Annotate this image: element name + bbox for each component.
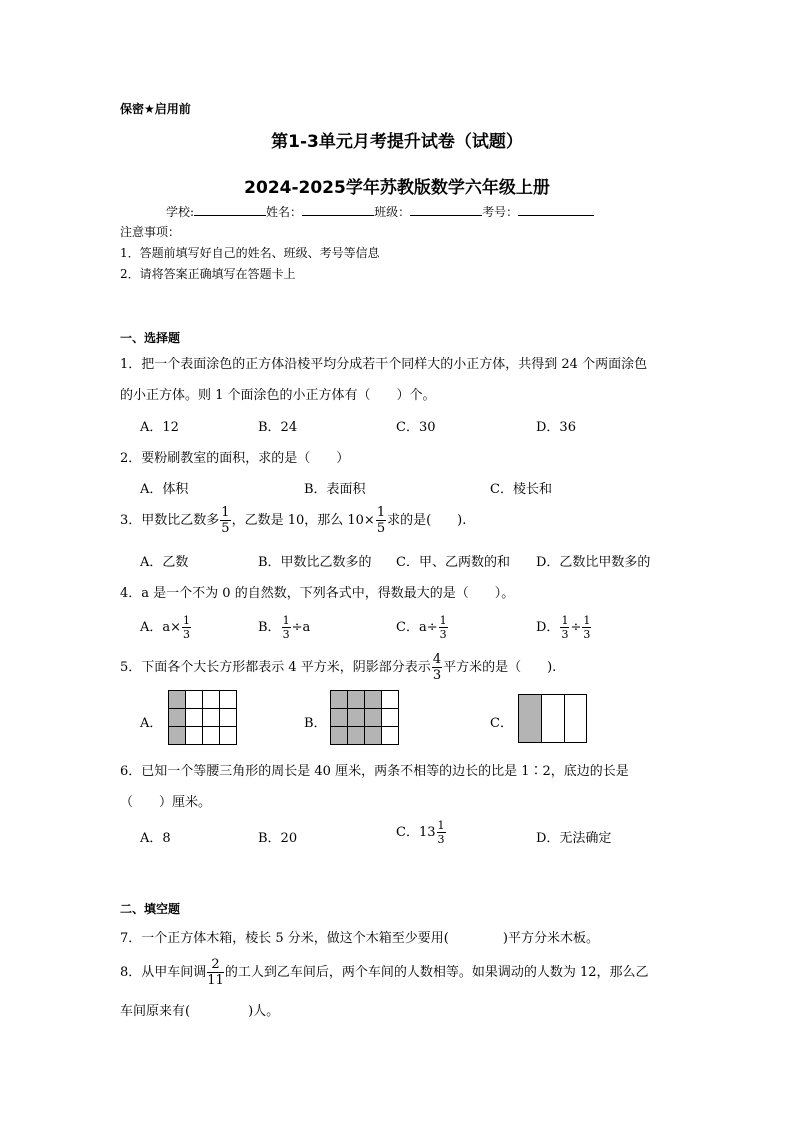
fraction [439,615,448,640]
notice-item: 2．请将答案正确填写在答题卡上 [120,267,296,281]
numerator: 1 [221,505,230,520]
fraction [182,615,191,640]
question-5-post: 平方米的是（ ). [443,660,557,675]
option-c[interactable] [396,615,449,640]
numerator: 1 [561,614,569,627]
fraction [582,615,591,640]
info-fields [166,203,594,220]
fraction [207,958,224,987]
option-c[interactable] [396,820,447,845]
option-c-text: C．a÷ [396,620,438,635]
question-8 [120,958,649,987]
denominator: 5 [221,521,230,536]
option-b[interactable] [258,615,310,640]
question-8-post: 的工人到乙车间后，两个车间的人数相等。如果调动的人数为 12，那么乙 [224,965,649,980]
question-7-pre: 7．一个正方体木箱，棱长 5 分米，做这个木箱至少要用( [120,931,449,946]
option-c-text: C．13 [396,825,436,840]
numerator: 1 [439,614,447,627]
numerator: 4 [432,652,442,667]
class-label: 班级： [374,205,411,219]
option-d[interactable]: D．无法确定 [536,831,612,846]
question-8-pre: 8．从甲车间调 [120,965,207,980]
question-8-line2-post: )人。 [248,1004,280,1019]
option-d-text: D． [536,620,560,635]
denominator: 3 [561,628,569,641]
section-title: 一、选择题 [120,331,181,345]
option-b[interactable]: B．甲数比乙数多的 [258,555,372,570]
option-d[interactable]: D．乙数比甲数多的 [536,555,651,570]
option-d-op: ÷ [570,620,582,635]
option-a-text: A．a× [140,620,182,635]
name-label: 姓名： [266,205,303,219]
numerator: 1 [437,819,445,832]
option-a[interactable] [140,615,192,640]
question-6-line1: 6．已知一个等腰三角形的周长是 40 厘米，两条不相等的边长的比是 1∶2，底边的长是 [120,764,629,779]
option-a[interactable]: A．体积 [140,482,189,497]
notice-title: 注意事项： [120,225,181,239]
denominator: 5 [376,521,386,536]
fraction [560,615,569,640]
numerator: 1 [183,614,191,627]
question-5 [120,653,556,682]
school-blank[interactable] [194,203,266,216]
exam-id-blank[interactable] [518,203,594,216]
shaded-column [519,695,542,743]
fraction [220,506,230,535]
option-b[interactable]: B．20 [258,831,298,846]
question-3-post: 求的是( ). [387,513,467,528]
fraction [432,653,442,682]
grid-figure-b[interactable] [330,690,400,746]
question-3 [120,506,466,535]
question-1-line1: 1．把一个表面涂色的正方体沿棱平均分成若干个同样大的小正方体，共得到 24 个两面涂色 [120,357,648,372]
denominator: 3 [583,628,591,641]
fraction [282,615,291,640]
exam-id-label: 考号： [482,205,519,219]
denominator: 3 [439,628,447,641]
question-1-line2: 的小正方体。则 1 个面涂色的小正方体有（ ）个。 [120,388,436,403]
section-title: 二、填空题 [120,902,181,916]
option-a[interactable]: A．乙数 [140,555,189,570]
denominator: 11 [207,973,224,988]
option-a[interactable]: A． [140,716,163,731]
option-d[interactable] [536,615,592,640]
option-a[interactable]: A．12 [140,420,179,435]
option-c[interactable]: C．棱长和 [490,482,552,497]
name-blank[interactable] [302,203,374,216]
denominator: 3 [183,628,191,641]
question-5-pre: 5．下面各个大长方形都表示 4 平方米，阴影部分表示 [120,660,431,675]
option-b[interactable]: B．表面积 [304,482,366,497]
shaded-columns [331,691,382,745]
shaded-column [169,691,186,745]
grid-figure-a[interactable] [168,690,238,746]
option-b[interactable]: B． [304,716,327,731]
exam-subtitle: 2024-2025学年苏教版数学六年级上册 [244,178,550,198]
question-3-mid: ，乙数是 10，那么 10× [231,513,375,528]
denominator: 3 [437,833,445,846]
question-3-pre: 3．甲数比乙数多 [120,513,220,528]
question-8-line2-pre: 车间原来有( [120,1004,191,1019]
question-8-line2 [120,1000,279,1019]
numerator: 1 [282,614,290,627]
denominator: 3 [432,668,442,683]
secret-label: 保密★启用前 [120,102,191,116]
notice-item: 1．答题前填写好自己的姓名、班级、考号等信息 [120,246,380,260]
grid-figure-c[interactable] [518,694,588,744]
option-c[interactable]: C． [490,716,513,731]
option-d[interactable]: D．36 [536,420,576,435]
class-blank[interactable] [410,203,482,216]
question-7-post: )平方分米木板。 [502,931,599,946]
option-b-suffix: ÷a [291,620,311,635]
denominator: 3 [282,628,290,641]
fraction [376,506,386,535]
numerator: 1 [376,505,386,520]
exam-title: 第1-3单元月考提升试卷（试题） [271,132,523,152]
numerator: 2 [207,958,224,973]
numerator: 1 [583,614,591,627]
question-4: 4．a 是一个不为 0 的自然数，下列各式中，得数最大的是（ ）。 [120,586,515,601]
question-2: 2．要粉刷教室的面积，求的是（ ） [120,451,350,466]
option-b[interactable]: B．24 [258,420,298,435]
question-7 [120,927,599,946]
option-c[interactable]: C．甲、乙两数的和 [396,555,510,570]
school-label: 学校: [166,205,195,219]
question-6-line2: （ ）厘米。 [120,795,212,810]
option-c[interactable]: C．30 [396,420,436,435]
option-b-text: B． [258,620,281,635]
fraction [437,820,446,845]
option-a[interactable]: A．8 [140,831,171,846]
